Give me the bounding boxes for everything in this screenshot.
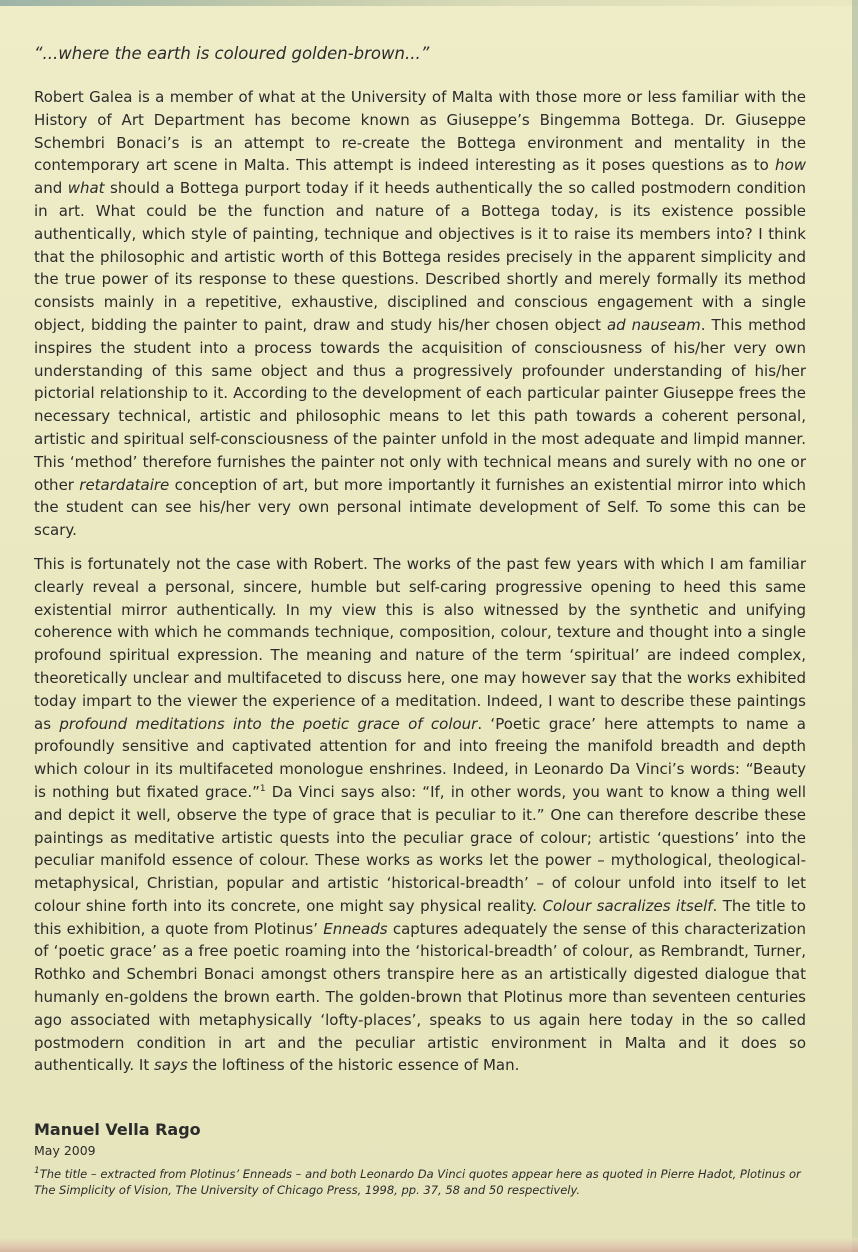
p2-italic-3: Enneads [323,919,388,938]
p1-text-2: and [34,179,68,198]
p1-italic-3: ad nauseam [606,315,701,334]
p2-italic-1: profound meditations into the poetic grace of colour [59,714,478,733]
p2-text-3: Da Vinci says also: “If, in other words, you want to know a thing well and depict it well, observe the type of grace that is peculiar to it.” One can therefore describe these paintings as meditative artistic quests into the peculiar grace of colour; artistic ‘questions’ into the peculiar manifold essence of colour. These works as works let the power – mythological, theological-metaphysical, Christian, popular and artistic ‘historical-breadth’ – of colour unfold into itself to let colour shine forth into its concrete, one might say physical reality. [34,782,807,915]
p2-italic-2: Colour sacralizes itself [542,896,713,915]
p2-text-2: . ‘Poetic grace’ here attempts to name a profoundly sensitive and captivated attention for and into freeing the manifold breadth and depth which colour in its multifaceted monologue enshrines. Indeed, in Leonardo Da Vinci’s words: “Beauty is nothing but fixated grace.” [34,714,806,801]
footnote-number: 1 [34,1166,40,1177]
p2-text-5: captures adequately the sense of this characterization of ‘poetic grace’ as a free poetic roaming into the ‘historical-breadth’ of colour, as Rembrandt, Turner, Rothko and Schembri Bonaci amongst others transpire here as an artistically digested dialogue that humanly en-goldens the brown earth. The golden-brown that Plotinus more than seventeen centuries ago associated with metaphysically ‘lofty-places’, speaks to us again here today in the so called postmodern condition in art and the peculiar artistic environment in Malta and it does so authentically. It [34,919,806,1075]
p2-italic-4: says [154,1056,188,1075]
page-right-edge [852,0,858,1252]
p1-italic-4: retardataire [79,475,170,494]
paragraph-1 [34,86,806,542]
p1-italic-1: how [775,156,806,175]
p1-text-5: conception of art, but more importantly it furnishes an existential mirror into which the student can see his/her very own personal intimate development of Self. To some this can be scary. [34,475,806,540]
p1-italic-2: what [67,179,105,198]
author-name: Manuel Vella Rago [34,1120,201,1139]
footnote-marker: 1 [259,783,266,794]
publication-date: May 2009 [34,1143,96,1158]
epigraph: “...where the earth is coloured golden-brown...” [34,44,430,63]
page-bottom-edge [0,1238,858,1252]
footnote-text: The title – extracted from Plotinus’ Enneads – and both Leonardo Da Vinci quotes appear here as quoted in Pierre Hadot, Plotinus or The Simplicity of Vision, The University of Chicago Press, 1998, pp. 37, 58 and 50 respectively. [34,1167,801,1197]
p2-text-1: This is fortunately not the case with Robert. The works of the past few years with which I am familiar clearly reveal a personal, sincere, humble but self-caring progressive opening to heed this same existential mirror authentically. In my view this is also witnessed by the synthetic and unifying coherence with which he commands technique, composition, colour, texture and thought into a single profound spiritual expression. The meaning and nature of the term ‘spiritual’ are indeed complex, theoretically unclear and multifaceted to discuss here, one may however say that the works exhibited today impart to the viewer the experience of a meditation. Indeed, I want to describe these paintings as [34,554,806,733]
footnote [34,1166,814,1198]
p2-text-6: the loftiness of the historic essence of Man. [187,1056,520,1075]
paragraph-2 [34,553,806,1077]
page-top-edge [0,0,858,6]
essay-body [34,86,806,1088]
p2-text-4: . The title to this exhibition, a quote from Plotinus’ [34,896,806,938]
p1-text-1: Robert Galea is a member of what at the University of Malta with those more or less familiar with the History of Art Department has become known as Giuseppe’s Bingemma Bottega. Dr. Giuseppe Schembri Bonaci’s is an attempt to re-create the Bottega environment and mentality in the contemporary art scene in Malta. This attempt is indeed interesting as it poses questions as to [34,88,806,175]
p1-text-4: . This method inspires the student into a process towards the acquisition of consciousness of his/her very own understanding of this same object and thus a progressively profounder understanding of his/her pictorial relationship to it. According to the development of each particular painter Giuseppe frees the necessary technical, artistic and philosophic means to let this path towards a coherent personal, artistic and spiritual self-consciousness of the painter unfold in the most adequate and limpid manner. This ‘method’ therefore furnishes the painter not only with technical means and surely with no one or other [34,315,806,494]
p1-text-3: should a Bottega purport today if it heeds authentically the so called postmodern condition in art. What could be the function and nature of a Bottega today, is its existence possible authentically, which style of painting, technique and objectives is it to raise its members into? I think that the philosophic and artistic worth of this Bottega resides precisely in the apparent simplicity and the true power of its response to these questions. Described shortly and merely formally its method consists mainly in a repetitive, exhaustive, disciplined and conscious engagement with a single object, bidding the painter to paint, draw and study his/her chosen object [34,179,806,334]
